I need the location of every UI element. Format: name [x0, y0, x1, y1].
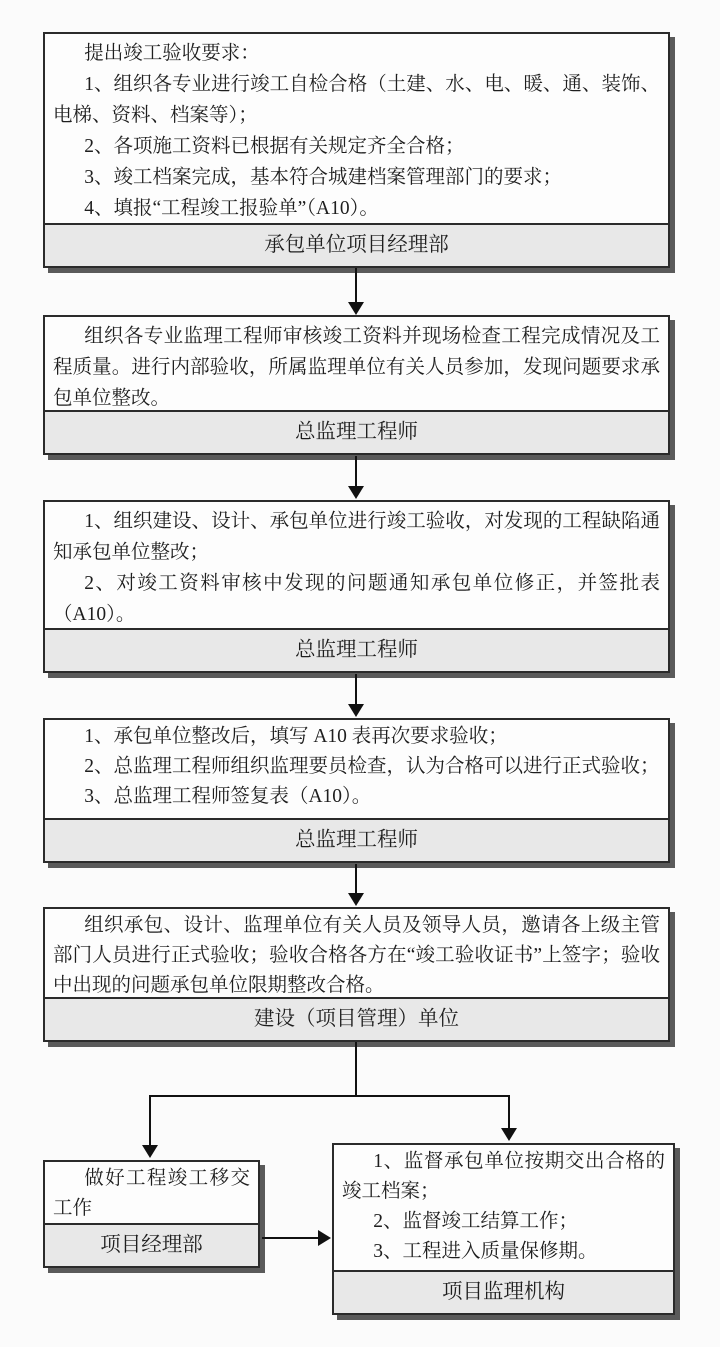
step-content	[45, 909, 668, 997]
step-box-contractor-request	[43, 32, 670, 268]
step-role-label: 总监理工程师	[45, 410, 668, 453]
branch-box-handover	[43, 1160, 260, 1268]
right-arrow-icon	[262, 1237, 318, 1239]
step-content	[334, 1145, 673, 1270]
step-text-line: 2、各项施工资料已根据有关规定齐全合格；	[84, 136, 465, 157]
down-arrow-icon	[355, 864, 357, 893]
step-text-line: 1、监督承包单位按期交出合格的竣工档案；	[342, 1151, 665, 1202]
step-box-supervisor-review	[43, 315, 670, 455]
branch-box-supervision-org	[332, 1143, 675, 1315]
step-text-line: 1、组织各专业进行竣工自检合格（土建、水、电、暖、通、装饰、电梯、资料、档案等）；	[53, 74, 660, 126]
step-text-line: 3、工程进入质量保修期。	[373, 1241, 598, 1262]
step-content	[45, 34, 668, 223]
step-role-label: 总监理工程师	[45, 818, 668, 861]
step-text-line: 1、承包单位整改后，填写 A10 表再次要求验收；	[84, 726, 508, 747]
step-text-line: 4、填报“工程竣工报验单”（A10）。	[84, 198, 379, 219]
step-role-label: 项目经理部	[45, 1223, 258, 1266]
step-text-line: 2、总监理工程师组织监理要员检查，认为合格可以进行正式验收；	[84, 756, 660, 777]
down-arrow-icon	[355, 268, 357, 302]
step-text-line: 3、总监理工程师签复表（A10）。	[84, 786, 372, 807]
down-arrow-icon	[149, 1095, 151, 1145]
step-box-reinspection	[43, 718, 670, 863]
step-content	[45, 502, 668, 628]
step-box-organize-acceptance	[43, 500, 670, 673]
step-content	[45, 317, 668, 410]
step-content	[45, 720, 668, 818]
connector-vertical-line	[355, 1042, 357, 1097]
step-role-label: 总监理工程师	[45, 628, 668, 671]
step-text-line: 组织承包、设计、监理单位有关人员及领导人员，邀请各上级主管部门人员进行正式验收；验收合格各方在“竣工验收证书”上签字；验收中出现的问题承包单位限期整改合格。	[53, 915, 660, 996]
step-role-label: 建设（项目管理）单位	[45, 997, 668, 1040]
step-text-line: 做好工程竣工移交工作	[53, 1168, 250, 1219]
step-text-line: 1、组织建设、设计、承包单位进行竣工验收，对发现的工程缺陷通知承包单位整改；	[53, 511, 660, 563]
down-arrow-icon	[355, 456, 357, 486]
connector-horizontal-line	[149, 1095, 510, 1097]
step-text-line: 组织各专业监理工程师审核竣工资料并现场检查工程完成情况及工程质量。进行内部验收，所属监理单位有关人员参加，发现问题要求承包单位整改。	[53, 326, 660, 409]
step-role-label: 承包单位项目经理部	[45, 223, 668, 266]
step-text-line: 2、监督竣工结算工作；	[373, 1211, 578, 1232]
step-box-formal-acceptance	[43, 907, 670, 1042]
down-arrow-icon	[508, 1095, 510, 1128]
step-role-label: 项目监理机构	[334, 1270, 673, 1313]
down-arrow-icon	[355, 674, 357, 704]
step-text-line: 2、对竣工资料审核中发现的问题通知承包单位修正，并签批表（A10）。	[53, 573, 660, 625]
step-text-line: 提出竣工验收要求：	[84, 43, 260, 64]
step-content	[45, 1162, 258, 1223]
step-text-line: 3、竣工档案完成，基本符合城建档案管理部门的要求；	[84, 167, 562, 188]
